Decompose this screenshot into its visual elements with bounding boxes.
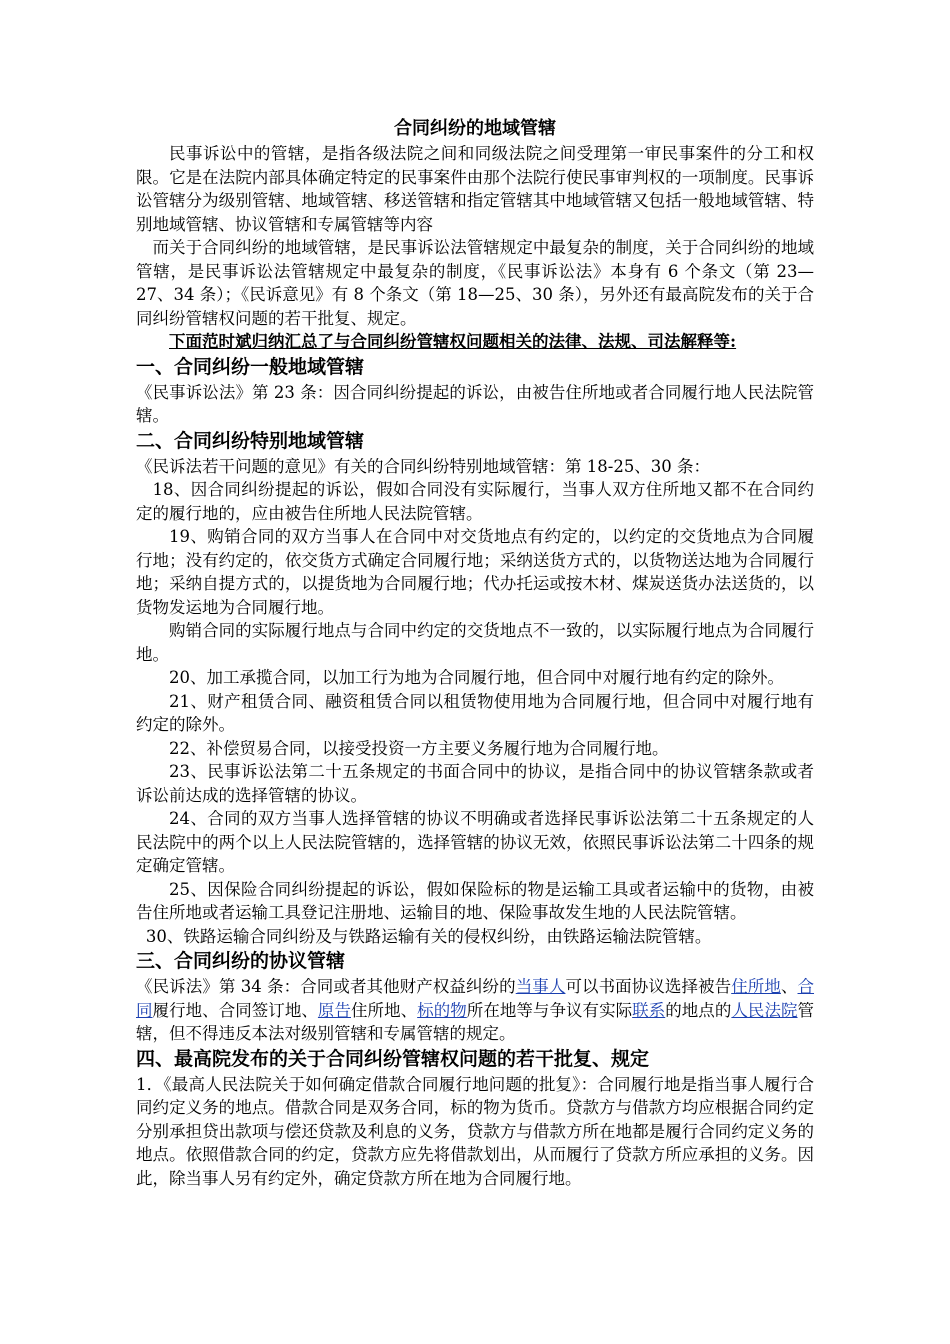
link-plaintiff[interactable]: 原告 (317, 1000, 351, 1020)
article-25: 25、因保险合同纠纷提起的诉讼，假如保险标的物是运输工具或者运输中的货物，由被告住所地或者运输工具登记注册地、运输目的地、保险事故发生地的人民法院管辖。 (136, 879, 814, 922)
section-3-text (136, 975, 814, 1046)
section-1-heading: 一、合同纠纷一般地域管辖 (136, 355, 365, 378)
section-2-heading: 二、合同纠纷特别地域管辖 (136, 429, 365, 452)
section-4-heading: 四、最高院发布的关于合同纠纷管辖权问题的若干批复、规定 (136, 1047, 650, 1070)
link-domicile[interactable]: 住所地 (731, 977, 781, 996)
link-contract[interactable]: 合同 (136, 977, 815, 1020)
article-23: 23、民事诉讼法第二十五条规定的书面合同中的协议，是指合同中的协议管辖条款或者诉讼前达成的选择管辖的协议。 (136, 762, 814, 805)
intro-paragraph-2: 而关于合同纠纷的地域管辖，是民事诉讼法管辖规定中最复杂的制度，关于合同纠纷的地域管辖，是民事诉讼法管辖规定中最复杂的制度，《民事诉讼法》本身有 6 个条文（第 23—27、34 条）；《民诉意见》有 8 个条文（第 18—25、30 条），另外还有最高院发布的关于合同纠纷管辖权问题的若干批复、规定。 (136, 238, 814, 328)
text-segment: 《民诉法》第 34 条：合同或者其他财产权益纠纷的 (136, 977, 516, 996)
text-segment: 可以书面协议选择被告 (565, 977, 732, 996)
article-19: 19、购销合同的双方当事人在合同中对交货地点有约定的，以约定的交货地点为合同履行地；没有约定的，依交货方式确定合同履行地；采纳送货方式的，以货物送达地为合同履行地；采纳自提方式的，以提货地为合同履行地；代办托运或按木材、煤炭送货办法送货的，以货物发运地为合同履行地。 (136, 527, 814, 617)
link-peoples-court[interactable]: 人民法院 (731, 1000, 798, 1020)
link-connection[interactable]: 联系 (632, 1000, 666, 1020)
article-21: 21、财产租赁合同、融资租赁合同以租赁物使用地为合同履行地，但合同中对履行地有约定的除外。 (136, 691, 814, 734)
text-segment: 履行地、合同签订地、 (152, 1000, 318, 1020)
text-segment: 、 (780, 977, 798, 996)
text-segment: 管辖，但不得违反本法对级别管辖和专属管辖的规定。 (136, 1000, 815, 1043)
section-1-text: 《民事诉讼法》第 23 条：因合同纠纷提起的诉讼，由被告住所地或者合同履行地人民法院管辖。 (136, 382, 814, 425)
article-20: 20、加工承揽合同，以加工行为地为合同履行地，但合同中对履行地有约定的除外。 (169, 668, 784, 687)
text-segment: 的地点的 (665, 1000, 732, 1020)
intro-summary-text: 下面范时斌归纳汇总了与合同纠纷管辖权问题相关的法律、法规、司法解释等: (169, 332, 737, 351)
page-title: 合同纠纷的地域管辖 (394, 118, 556, 139)
article-30: 30、铁路运输合同纠纷及与铁路运输有关的侵权纠纷，由铁路运输法院管辖。 (145, 926, 712, 946)
article-22: 22、补偿贸易合同，以接受投资一方主要义务履行地为合同履行地。 (169, 738, 669, 758)
link-party[interactable]: 当事人 (515, 977, 566, 996)
text-segment: 所在地等与争议有实际 (466, 1000, 633, 1020)
article-18: 18、因合同纠纷提起的诉讼，假如合同没有实际履行，当事人双方住所地又都不在合同约定的履行地的，应由被告住所地人民法院管辖。 (136, 480, 814, 523)
link-subject-matter[interactable]: 标的物 (417, 1000, 467, 1020)
text-segment: 住所地、 (351, 1000, 418, 1020)
article-19-supplement: 购销合同的实际履行地点与合同中约定的交货地点不一致的，以实际履行地点为合同履行地。 (136, 621, 814, 664)
article-24: 24、合同的双方当事人选择管辖的协议不明确或者选择民事诉讼法第二十五条规定的人民法院中的两个以上人民法院管辖的，选择管辖的协议无效，依照民事诉讼法第二十四条的规定确定管辖。 (136, 809, 814, 875)
intro-paragraph-3 (136, 330, 814, 354)
intro-paragraph-1: 民事诉讼中的管辖，是指各级法院之间和同级法院之间受理第一审民事案件的分工和权限。它是在法院内部具体确定特定的民事案件由那个法院行使民事审判权的一项制度。民事诉讼管辖分为级别管辖、地域管辖、移送管辖和指定管辖其中地域管辖又包括一般地域管辖、特别地域管辖、协议管辖和专属管辖等内容 (136, 144, 814, 234)
section-4-text: 1．《最高人民法院关于如何确定借款合同履行地问题的批复》：合同履行地是指当事人履行合同约定义务的地点。借款合同是双务合同，标的物为货币。贷款方与借款方均应根据合同约定分别承担贷出款项与偿还贷款及利息的义务，贷款方与借款方所在地都是履行合同约定义务的地点。依照借款合同的约定，贷款方应先将借款划出，从而履行了贷款方所应承担的义务。因此，除当事人另有约定外，确定贷款方所在地为合同履行地。 (136, 1074, 814, 1188)
section-2-lead: 《民诉法若干问题的意见》有关的合同纠纷特别地域管辖：第 18-25、30 条： (136, 456, 711, 476)
section-3-heading: 三、合同纠纷的协议管辖 (136, 950, 346, 972)
